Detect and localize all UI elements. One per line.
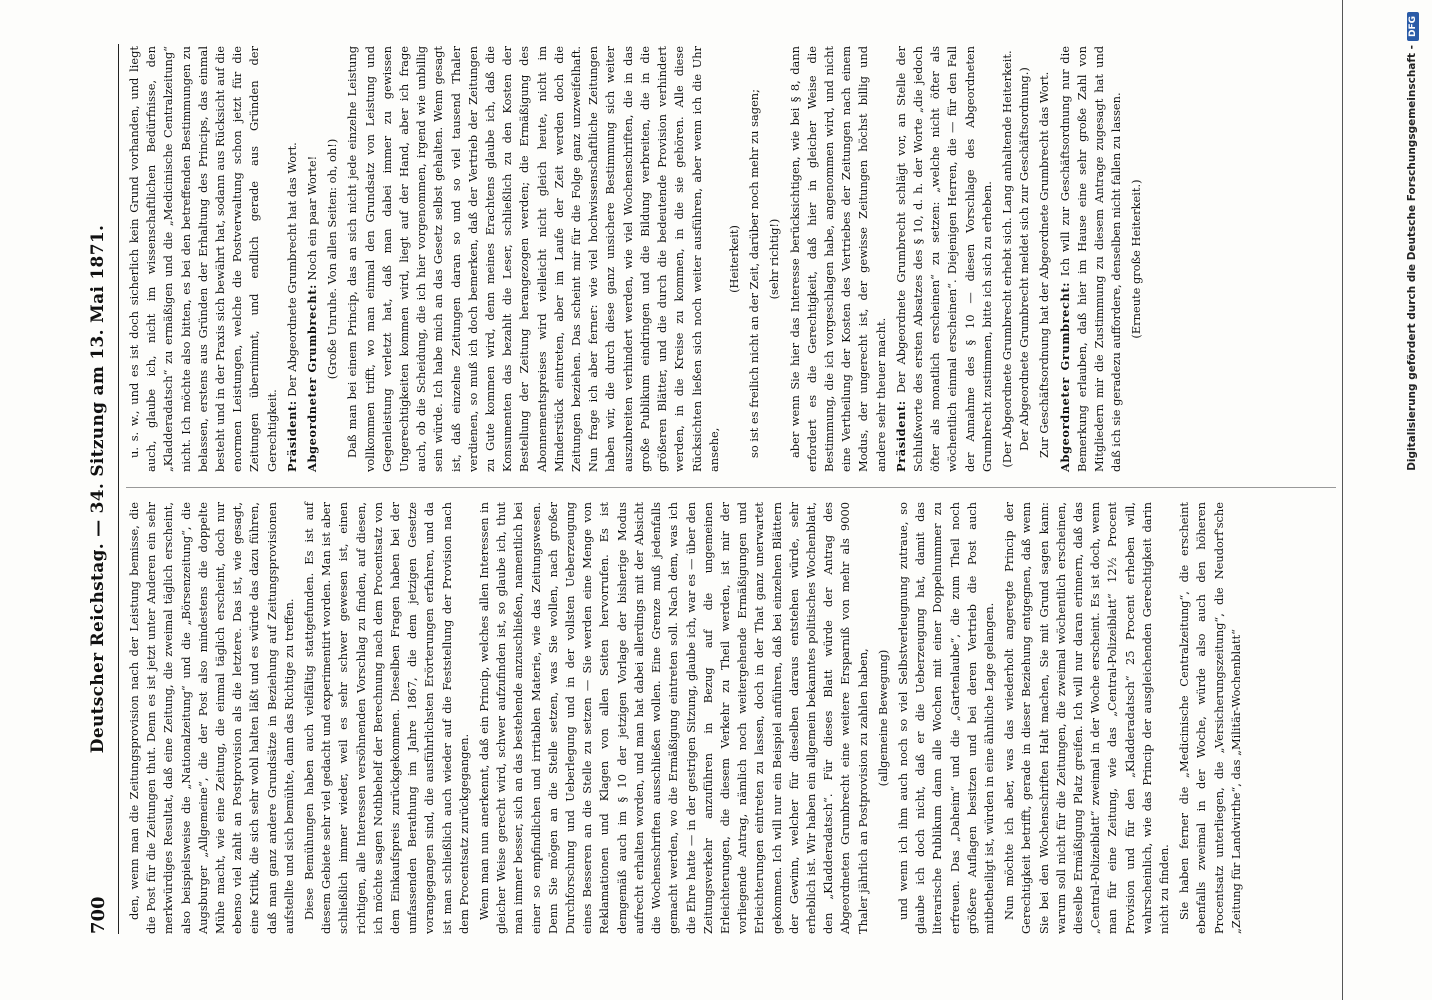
body-paragraph: aber wenn Sie hier das Interesse berücksichtigen, wie bei § 8, dann erfordert es die Gerechtigkeit, daß hier in gleicher Weise die Bestimmung, die ich vorgeschlagen habe, angenommen wird, und nicht eine Vertheilung der Kosten des Vertriebes der Zeitungen nach einem Modus, der ungerecht ist, der gewisse Zeitungen höchst billig und andere sehr theuer macht. [787,46,888,472]
body-paragraph: Sie haben ferner die „Medicinische Centralzeitung“, die erscheint ebenfalls zweimal in der Woche, würde also auch den höheren Procentsatz unterliegen, die „Versicherungszeitung“, die Neudorf'sche „Zeitung für Landwirthe“, das „Militär-Wochenblatt“ [1177,502,1243,934]
speech-text: Noch ein paar Worte! [305,155,320,281]
speaker-paragraph [1057,46,1126,472]
speech-text: Der Abgeordnete Grumbrecht schlägt vor, an Stelle der Schlußworte des ersten Absatzes des § 10, d. h. der Worte „die jedoch öfter als monatlich erscheinen“ zu setzen: „welche nicht öfter als wöchentlich einmal erscheinen“. Diejenigen Herren, die — für den Fall der Annahme des § 10 — diesen Vorschlage des Abgeordneten Grumbrecht zustimmen, bitte ich sich zu erheben. [893,46,994,472]
body-paragraph: den, wenn man die Zeitungsprovision nach der Leistung bemisse, die die Post für die Zeitungen thut. Denn es ist jetzt unter Anderen ein sehr merkwürdiges Resultat, daß eine Zeitung, die zweimal täglich erscheint, also beispielsweise die „Nationalzeitung“ und die „Börsenzeitung“, die Augsburger „Allgemeine“, die der Post also mindestens die doppelte Mühe macht, wie eine Zeitung, die einmal täglich erscheint, doch nur ebenso viel zahlt an Postprovision als die letztere. Das ist, wie gesagt, eine Kritik, die sich sehr wohl halten läßt und es würde das dazu führen, daß man ganz andere Grundsätze in Beziehung auf Zeitungsprovisionen aufstellte und sich bemühte, dann das Richtige zu treffen. [127,502,296,934]
body-paragraph: Wenn man nun anerkennt, daß ein Princip, welches allen Interessen in gleicher Weise gerecht wird, schwer aufzufinden ist, so glaube ich, thut man immer besser, sich an das bestehende anzuschließen, namentlich bei einer so empfindlichen und irritablen Materie, wie das Zeitungswesen. Denn Sie mögen an die Stelle setzen, was Sie wollen, nach großer Durchforschung und Ueberlegung und in der vollsten Ueberzeugung eines Besseren an die Stelle zu setzen — Sie werden eine Menge von Reklamationen und Klagen von allen Seiten hervorrufen. Es ist demgemäß auch im § 10 der jetzigen Vorlage der bisherige Modus aufrecht erhalten worden, und man hat dabei allerdings mit der Absicht die Wochenschriften ausschließen wollen. Eine Grenze muß jedenfalls gemacht werden, wo die Ermäßigung eintreten soll. Nach dem, was ich die Ehre hatte — in der gestrigen Sitzung, glaube ich, war es — über den Zeitungsverkehr anzuführen in Bezug auf die ungemeinen Erleichterungen, die diesem Verkehr zu Theil werden, ist mir der vorliegende Antrag, nämlich noch weitergehende Ermäßigungen und Erleichterungen eintreten zu lassen, doch in der That ganz unerwartet gekommen. Ich will nur ein Beispiel anführen, daß bei einzelnen Blättern der Gewinn, welcher für dieselben daraus entstehen würde, sehr erheblich ist. Wir haben ein allgemein bekanntes politisches Wochenblatt, den „Kladderadatsch“. Für dieses Blatt würde der Antrag des Abgeordneten Grumbrecht eine weitere Ersparniß von mehr als 9000 Thaler jährlich an Postprovision zu zahlen haben, [477,502,870,934]
header-rule [118,44,119,934]
page-number: 700 [88,896,109,934]
body-paragraph: Nun möchte ich aber, was das wiederholt angeregte Princip der Gerechtigkeit betrifft, gerade in dieser Beziehung entgegnen, daß wenn Sie bei den Wochenschriften Halt machen, Sie mit Grund sagen kann: warum soll nicht für die Zeitungen, die zweimal wöchentlich erscheinen, dieselbe Ermäßigung Platz greifen. Ich will nur daran erinnern, daß das „Central-Polizeiblatt“ zweimal in der Woche erscheint. Es ist doch, wenn man für eine Zeitung, wie das „Central-Polizeiblatt“ 12½ Procent Provision und für den „Kladderadatsch“ 25 Procent erheben will, wahrscheinlich, wie das Princip der ausgleichenden Gerechtigkeit darin nicht zu finden. [1002,502,1171,934]
stage-note: (Heiterkeit) [726,225,741,293]
running-title: Deutscher Reichstag. — 34. Sitzung am 13. Mai 1871. [88,224,108,754]
stage-note: (sehr richtig!) [767,218,782,300]
body-paragraph: Diese Bemühungen haben auch vielfältig stattgefunden. Es ist auf diesem Gebiete sehr viel gedacht und experimentirt worden. Man ist aber schließlich immer wieder, weil es sehr schwer gewesen ist, einen richtigen, alle Interessen versöhnenden Vorschlag zu finden, auf diesen, ich möchte sagen Nothbehelf der Berechnung nach dem Procentsatz von dem Einkaufspreis zurückgekommen. Dieselben Fragen haben bei der umfassenden Berathung im Jahre 1867, die dem jetzigen Gesetze vorangegangen sind, die ausführlichsten Erörterungen erfahren, und da ist man schließlich auch wieder auf die Feststellung der Provision nach dem Procentsatz zurückgegangen. [302,502,471,934]
speaker-paragraph [284,46,301,472]
body-paragraph: und wenn ich ihm auch noch so viel Selbstverleugnung zutraue, so glaube ich doch nicht, daß er die Ueberzeugung hat, damit das literarische Publikum dann alle Wochen mit einer Doppelnummer zu erfreuen. Das „Daheim“ und die „Gartenlaube“, die zum Theil noch größere Auflagen besitzen und bei deren Vertrieb die Post auch mitbetheiligt ist, würden in eine ähnliche Lage gelangen. [895,502,996,934]
right-text-column [126,46,1149,472]
speech-text: Ich will zur Geschäftsordnung nur die Bemerkung erlauben, daß hier im Hause eine sehr große Zahl von Mitgliedern mir die Zustimmung zu diesem Antrage zugesagt hat und daß ich sie geradezu auffordere, denselben nicht fallen zu lassen. [1057,46,1124,472]
body-paragraph: so ist es freilich nicht an der Zeit, darüber noch mehr zu sagen; [747,89,762,458]
speech-text: Der Abgeordnete Grumbrecht hat das Wort. [284,142,299,397]
speaker-name: Abgeordneter Grumbrecht: [1057,281,1072,472]
dfg-logo: DFG [1407,12,1419,41]
stage-note: (allgemeine Bewegung) [875,649,890,787]
footer-rule [1342,0,1343,1000]
stage-note: (Große Unruhe. Von allen Seiten: oh, oh!) [325,138,340,380]
running-head [84,44,120,934]
credit-text: Digitalisierung gefördert durch die Deutsche Forschungsgemeinschaft - [1406,45,1418,471]
body-paragraph: Zur Geschäftsordnung hat der Abgeordnete Grumbrecht das Wort. [1037,71,1052,458]
speaker-paragraph [893,46,996,472]
speaker-name: Präsident: [893,400,908,472]
body-paragraph: Daß man bei einem Princip, das an sich nicht jede einzelne Leistung vollkommen trifft, wo man einmal den Grundsatz von Leistung und Gegenleistung verletzt hat, daß man dabei immer zu gewissen Ungerechtigkeiten kommen wird, liegt auf der Hand, aber ich frage auch, ob die Scheidung, die ich hier vorgenommen, irgend wie unbillig sein würde. Ich habe mich an das Gesetz selbst gehalten. Wenn gesagt ist, daß einzelne Zeitungen daran so und so viel tausend Thaler verdienen, so muß ich doch bemerken, daß der Vertrieb der Zeitungen zu Gute kommen wird, denn meines Erachtens glaube ich, daß die Konsumenten das bezahlt die Leser, schließlich zu den Kosten der Bestellung der Zeitung herangezogen werden; die Ermäßigung des Abonnementspreises wird vielleicht nicht gleich heute, nicht im Minderstück eintreten, aber im Laufe der Zeit werden doch die Zeitungen beziehen. Das scheint mir für die Folge ganz unzweifelhaft. Nun frage ich aber ferner: wie viel hochwissenschaftliche Zeitungen haben wir, die durch diese ganz unsichere Bestimmung sich weiter auszubreiten verhindert werden, wie viel Wochenschriften, die in das große Publikum eindringen und die Bildung verbreiten, die in die größeren Blätter, und die durch die bedeutende Provision verhindert werden, in die Kreise zu kommen, in die sie gehören. Alle diese Rücksichten ließen sich noch weiter ausführen, aber wenn ich die Uhr ansehe, [345,46,721,472]
body-paragraph: u. s. w., und es ist doch sicherlich kein Grund vorhanden, und liegt auch, glaube ich, nicht im wissenschaftlichen Bedürfnisse, den „Kladderadatsch“ zu ermäßigen und die „Medicinische Centralzeitung“ nicht. Ich möchte also bitten, es bei den betreffenden Bestimmungen zu belassen, erstens aus Gründen der Erhaltung des Princips, das einmal besteht und in der Praxis sich bewährt hat, sodann aus Rücksicht auf die enormen Leistungen, welche die Postverwaltung schon jetzt für die Zeitungen übernimmt, und endlich gerade aus Gründen der Gerechtigkeit. [127,46,279,472]
stage-note: (Der Abgeordnete Grumbrecht erhebt sich. Lang anhaltende Heiterkeit. Der Abgeordnete Grumbrecht meldet sich zur Geschäftsordnung.) [999,50,1032,468]
speaker-name: Präsident: [284,400,299,472]
left-text-column [126,502,1248,934]
speaker-paragraph [304,46,321,472]
digitization-credit [1406,0,1419,1000]
column-separator [126,487,1336,488]
stage-note: (Erneute große Heiterkeit.) [1129,179,1144,339]
speaker-name: Abgeordneter Grumbrecht: [305,284,320,472]
